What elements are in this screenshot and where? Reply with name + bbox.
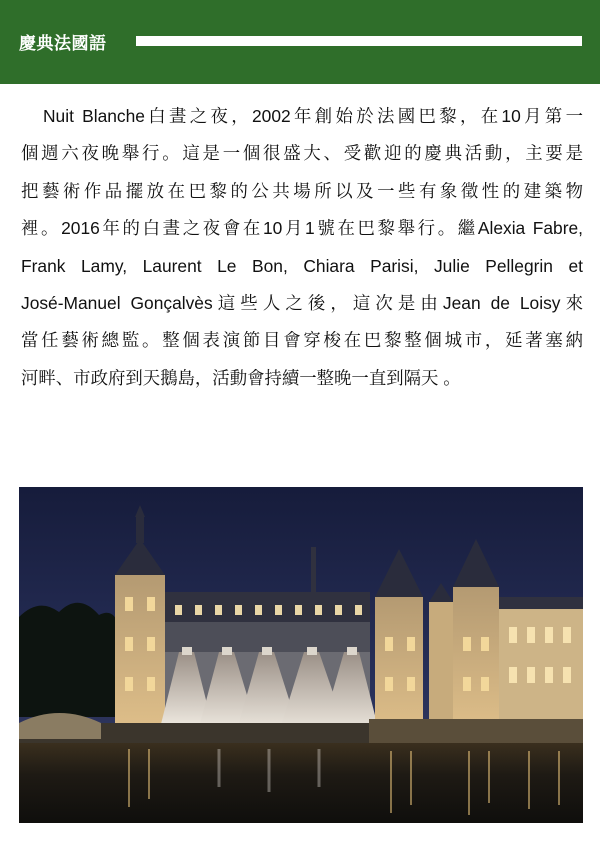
article-line: 個週六夜晚舉行。這是一個很盛大、受歡迎的慶典活動，主要是: [21, 143, 583, 164]
article-line: 當任藝術總監。整個表演節目會穿梭在巴黎整個城市，延著塞納: [21, 330, 583, 351]
article-line: 把藝術作品擺放在巴黎的公共場所以及一些有象徵性的建築物: [21, 180, 583, 201]
article-line: Nuit Blanche白晝之夜，2002年創始於法國巴黎，在10月第一: [43, 106, 583, 126]
article-line: 河畔、市政府到天鵝島，活動會持續一整晚一直到隔天 。: [21, 367, 461, 388]
header-divider: [136, 36, 582, 46]
article-body: [21, 98, 583, 397]
header-bar: [0, 0, 600, 84]
article-line: Frank Lamy, Laurent Le Bon, Chiara Parisi, Julie Pellegrin et: [21, 255, 583, 276]
article-line: José-Manuel Gonçalvès這些人之後，這次是由Jean de Loisy來: [21, 293, 583, 314]
article-line: 裡。2016年的白晝之夜會在10月1號在巴黎舉行。繼Alexia Fabre,: [21, 218, 583, 239]
page-title: 慶典法國語: [19, 34, 107, 54]
conciergerie-night-photo: [19, 487, 583, 823]
